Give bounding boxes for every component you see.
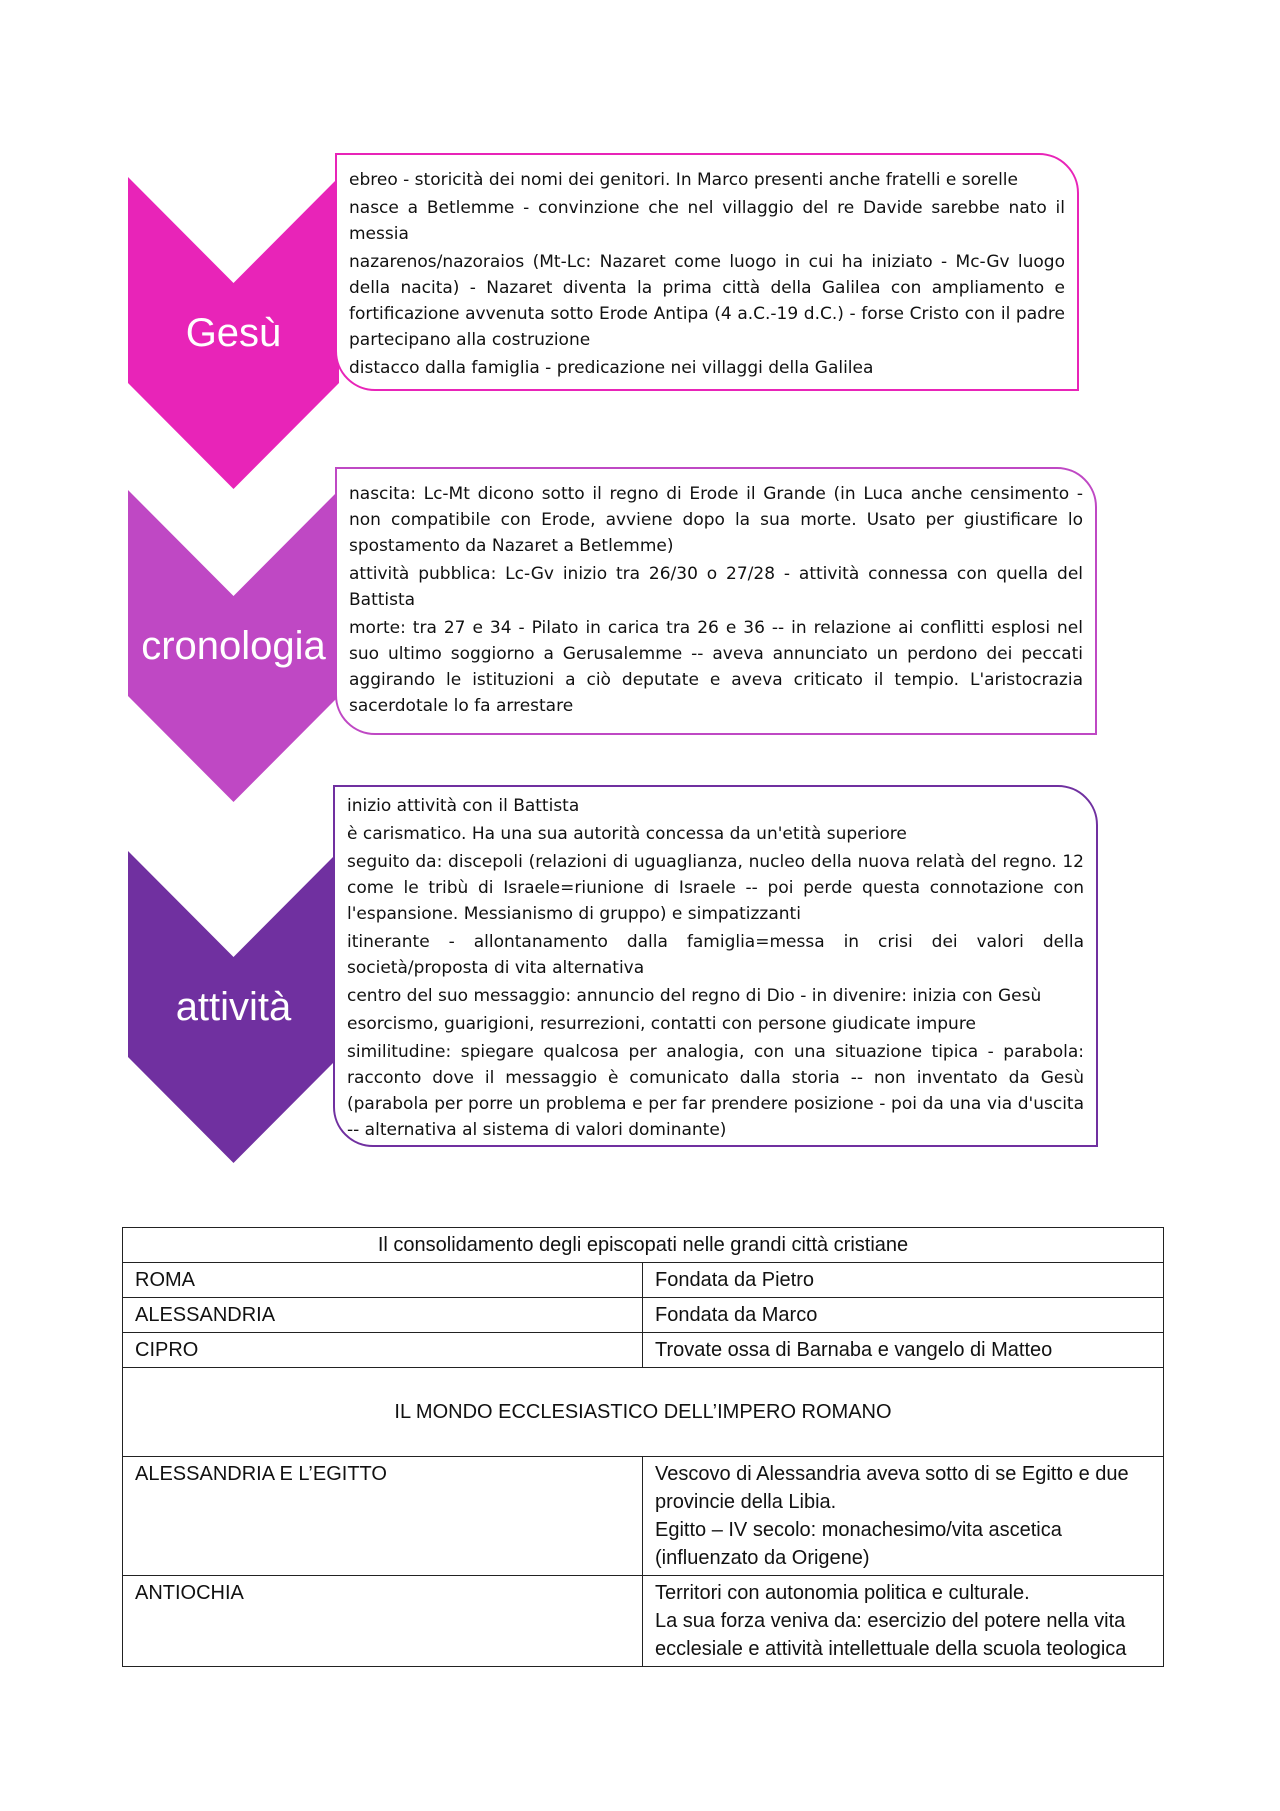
table-cell-note xyxy=(643,1576,1164,1667)
table-cell-note: Trovate ossa di Barnaba e vangelo di Matteo xyxy=(643,1333,1164,1368)
table-cell-city: ALESSANDRIA E L’EGITTO xyxy=(123,1457,643,1576)
table-subtitle-row xyxy=(123,1368,1164,1457)
box-item: esorcismo, guarigioni, resurrezioni, contatti con persone giudicate impure xyxy=(347,1014,976,1034)
chevron-label: attività xyxy=(175,985,292,1029)
chevron-label: Gesù xyxy=(185,311,282,355)
box-item: è carismatico. Ha una sua autorità concessa da un'etità superiore xyxy=(347,824,907,844)
box-item: seguito da: discepoli (relazioni di uguaglianza, nucleo della nuova relatà del regno. 12 come le tribù di Israele=riunione di Israele -- poi perde questa connotazione con l'espansione. Messianismo di gruppo) e simpatizzanti xyxy=(347,852,1084,924)
table-cell-city: ALESSANDRIA xyxy=(123,1298,643,1333)
box-item: itinerante - allontanamento dalla famiglia=messa in crisi dei valori della società/proposta di vita alternativa xyxy=(347,932,1084,978)
chevron-attivita xyxy=(128,851,339,1163)
chevron-cronologia xyxy=(128,490,339,802)
chevron-gesu xyxy=(128,177,339,489)
box-item: nazarenos/nazoraios (Mt-Lc: Nazaret come luogo in cui ha iniziato - Mc-Gv luogo della nacita) - Nazaret diventa la prima città della Galilea con ampliamento e fortificazione avvenuta sotto Erode Antipa (4 a.C.-19 d.C.) - forse Cristo con il padre partecipano alla costruzione xyxy=(349,252,1065,350)
table-row xyxy=(123,1298,1164,1333)
table-cell-note: Fondata da Marco xyxy=(643,1298,1164,1333)
box-item: nasce a Betlemme - convinzione che nel villaggio del re Davide sarebbe nato il messia xyxy=(349,198,1065,244)
table-cell-city: ROMA xyxy=(123,1263,643,1298)
table-row xyxy=(123,1333,1164,1368)
chevron-label: cronologia xyxy=(141,624,326,668)
box-item: centro del suo messaggio: annuncio del regno di Dio - in divenire: inizia con Gesù xyxy=(347,986,1042,1006)
table-cell-city: CIPRO xyxy=(123,1333,643,1368)
table-title: Il consolidamento degli episcopati nelle grandi città cristiane xyxy=(123,1228,1164,1263)
table-cell-city: ANTIOCHIA xyxy=(123,1576,643,1667)
table-row xyxy=(123,1263,1164,1298)
note-line: Territori con autonomia politica e culturale. xyxy=(655,1582,1030,1604)
box-item: inizio attività con il Battista xyxy=(347,796,580,816)
episcopati-table xyxy=(122,1227,1164,1667)
table-subtitle: IL MONDO ECCLESIASTICO DELL’IMPERO ROMANO xyxy=(123,1368,1164,1457)
content-box-attivita xyxy=(333,785,1098,1147)
box-item: attività pubblica: Lc-Gv inizio tra 26/30 o 27/28 - attività connessa con quella del Battista xyxy=(349,564,1083,610)
note-line: La sua forza veniva da: esercizio del potere nella vita ecclesiale e attività intellettuale della scuola teologica xyxy=(655,1610,1127,1660)
note-line: Egitto – IV secolo: monachesimo/vita ascetica (influenzato da Origene) xyxy=(655,1519,1062,1569)
table-row xyxy=(123,1576,1164,1667)
box-item: morte: tra 27 e 34 - Pilato in carica tra 26 e 36 -- in relazione ai conflitti esplosi nel suo ultimo soggiorno a Gerusalemme -- aveva annunciato un perdono dei peccati aggirando le istituzioni a ciò deputate e aveva criticato il tempio. L'aristocrazia sacerdotale lo fa arrestare xyxy=(349,618,1083,716)
table-cell-note: Fondata da Pietro xyxy=(643,1263,1164,1298)
box-item: nascita: Lc-Mt dicono sotto il regno di Erode il Grande (in Luca anche censimento - non compatibile con Erode, avviene dopo la sua morte. Usato per giustificare lo spostamento da Nazaret a Betlemme) xyxy=(349,484,1083,556)
table-row xyxy=(123,1457,1164,1576)
table-cell-note xyxy=(643,1457,1164,1576)
table-title-row xyxy=(123,1228,1164,1263)
box-item: distacco dalla famiglia - predicazione nei villaggi della Galilea xyxy=(349,358,874,378)
note-line: Vescovo di Alessandria aveva sotto di se Egitto e due provincie della Libia. xyxy=(655,1463,1129,1513)
box-item: ebreo - storicità dei nomi dei genitori. In Marco presenti anche fratelli e sorelle xyxy=(349,170,1018,190)
box-item: similitudine: spiegare qualcosa per analogia, con una situazione tipica - parabola: racconto dove il messaggio è comunicato dalla storia -- non inventato da Gesù (parabola per porre un problema e per far prendere posizione - poi da una via d'uscita -- alternativa al sistema di valori dominante) xyxy=(347,1042,1084,1140)
content-box-cronologia xyxy=(335,467,1097,735)
content-box-gesu xyxy=(335,153,1079,391)
